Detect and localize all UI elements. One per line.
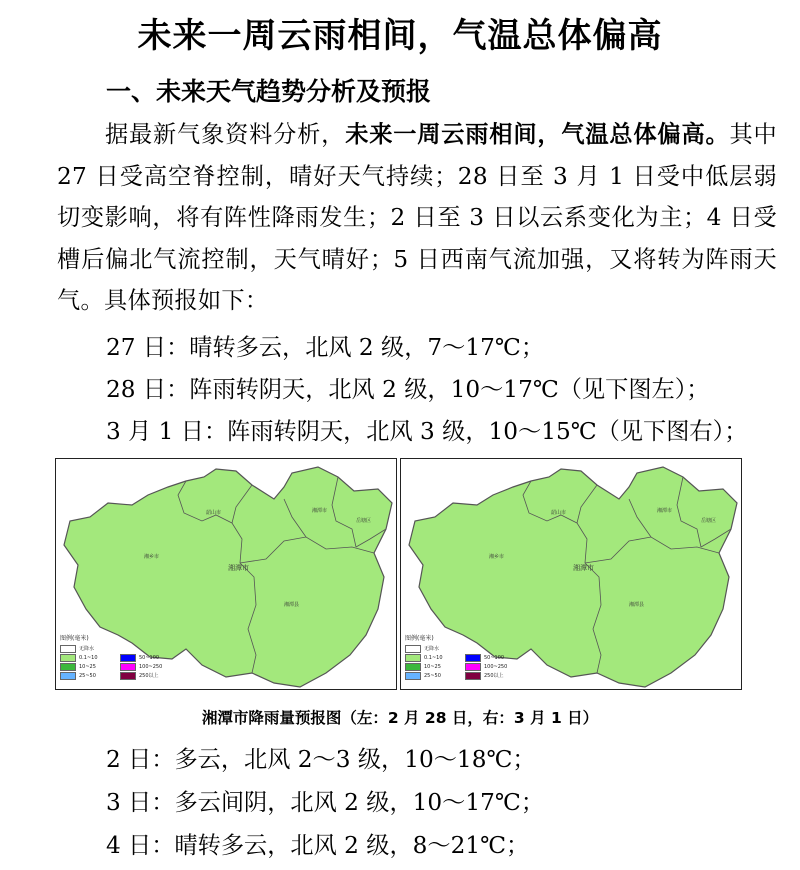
forecast-line-28: 28 日：阵雨转阴天，北风 2 级，10～17℃（见下图左）； bbox=[106, 376, 710, 403]
analysis-paragraph bbox=[57, 114, 777, 322]
legend-swatch bbox=[405, 672, 421, 680]
map-legend bbox=[60, 633, 180, 680]
rain-map-left bbox=[55, 458, 397, 690]
legend-label: 50~100 bbox=[484, 654, 505, 661]
legend-swatch bbox=[465, 663, 481, 671]
legend-label: 无降水 bbox=[79, 646, 95, 652]
place-xiangtan-county: 湘潭县 bbox=[284, 602, 300, 608]
legend-swatch bbox=[465, 672, 481, 680]
legend-swatch bbox=[60, 654, 76, 662]
place-yuetang: 岳塘区 bbox=[701, 518, 717, 524]
legend-swatch bbox=[405, 663, 421, 671]
place-north: 湘潭市 bbox=[657, 508, 673, 514]
legend-label: 无降水 bbox=[424, 646, 440, 652]
rain-map-right bbox=[400, 458, 742, 690]
legend-label: 25~50 bbox=[424, 672, 441, 679]
section-heading: 一、未来天气趋势分析及预报 bbox=[106, 77, 432, 106]
place-xiangtan-city: 湘潭市 bbox=[228, 564, 249, 572]
legend-swatch bbox=[465, 654, 481, 662]
legend-label: 0.1~10 bbox=[79, 654, 98, 661]
legend-label: 10~25 bbox=[79, 663, 96, 670]
legend-label: 50~100 bbox=[139, 654, 160, 661]
page-title: 未来一周云雨相间，气温总体偏高 bbox=[137, 16, 663, 56]
place-shaoshan: 韶山市 bbox=[206, 510, 222, 516]
forecast-line-2: 2 日：多云，北风 2～3 级，10～18℃； bbox=[106, 746, 536, 773]
legend-label: 250以上 bbox=[139, 673, 159, 679]
legend-label: 100~250 bbox=[484, 663, 508, 670]
legend-swatch bbox=[120, 663, 136, 671]
legend-label: 0.1~10 bbox=[424, 654, 443, 661]
place-xiangtan-county: 湘潭县 bbox=[629, 602, 645, 608]
forecast-line-3: 3 日：多云间阴，北风 2 级，10～17℃； bbox=[106, 789, 545, 816]
legend-swatch bbox=[60, 672, 76, 680]
intro-plain: 据最新气象资料分析， bbox=[105, 121, 346, 148]
legend-swatch bbox=[60, 663, 76, 671]
forecast-line-4: 4 日：晴转多云，北风 2 级，8～21℃； bbox=[106, 832, 530, 859]
legend-label: 250以上 bbox=[484, 673, 504, 679]
intro-bold: 未来一周云雨相间，气温总体偏高。 bbox=[345, 121, 730, 148]
place-xiangxiang: 湘乡市 bbox=[144, 554, 160, 560]
place-shaoshan: 韶山市 bbox=[551, 510, 567, 516]
forecast-line-mar1: 3 月 1 日：阵雨转阴天，北风 3 级，10～15℃（见下图右）； bbox=[106, 418, 748, 445]
place-xiangtan-city: 湘潭市 bbox=[573, 564, 594, 572]
intro-rest: 其中 27 日受高空脊控制，晴好天气持续；28 日至 3 月 1 日受中低层弱切变影响，将有阵性降雨发生；2 日至 3 日以云系变化为主；4 日受槽后偏北气流控制，天气晴好；5 日西南气流加强，又将转为阵雨天气。具体预报如下： bbox=[57, 121, 777, 314]
legend-swatch bbox=[405, 645, 421, 653]
map-legend bbox=[405, 633, 525, 680]
map-caption: 湘潭市降雨量预报图（左：2 月 28 日，右：3 月 1 日） bbox=[201, 709, 599, 727]
legend-label: 25~50 bbox=[79, 672, 96, 679]
place-xiangxiang: 湘乡市 bbox=[489, 554, 505, 560]
forecast-line-27: 27 日：晴转多云，北风 2 级，7～17℃； bbox=[106, 334, 545, 361]
legend-swatch bbox=[120, 672, 136, 680]
legend-swatch bbox=[120, 654, 136, 662]
legend-swatch bbox=[60, 645, 76, 653]
place-north: 湘潭市 bbox=[312, 508, 328, 514]
legend-label: 100~250 bbox=[139, 663, 163, 670]
legend-swatch bbox=[405, 654, 421, 662]
legend-title: 图例(毫米) bbox=[60, 635, 89, 642]
place-yuetang: 岳塘区 bbox=[356, 518, 372, 524]
legend-label: 10~25 bbox=[424, 663, 441, 670]
legend-title: 图例(毫米) bbox=[405, 635, 434, 642]
